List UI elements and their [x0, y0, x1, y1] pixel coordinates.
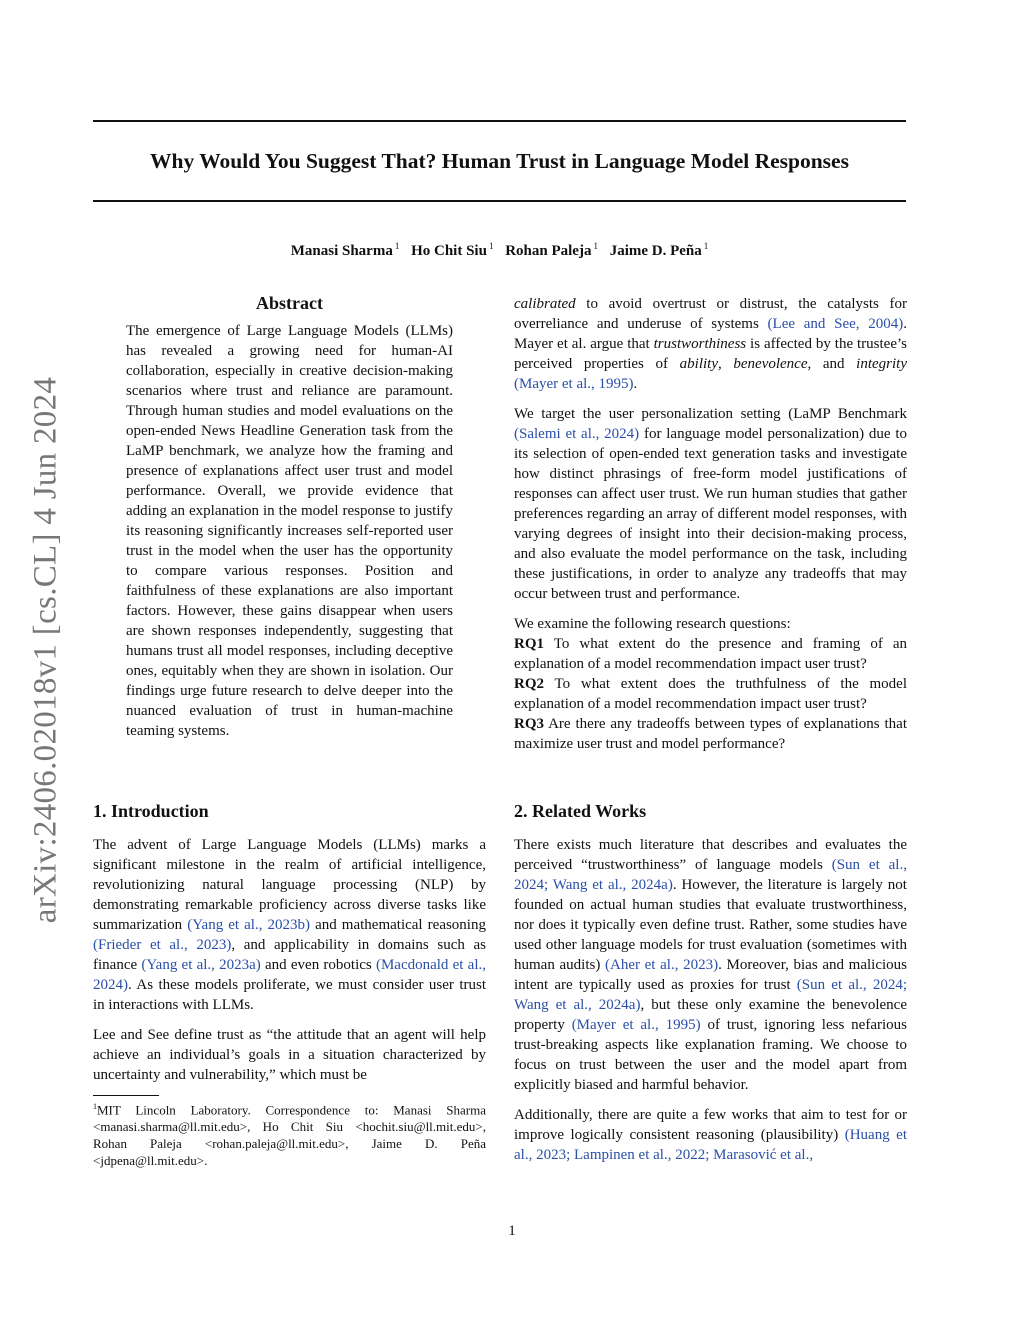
body-paragraph: calibrated to avoid overtrust or distrust, the catalysts for overreliance and underuse of systems (Lee and See, 2004). Mayer et al. argue that trustworthiness is affected by the trustee’s perceived properties of ability, benevolence, and integrity (Mayer et al., 1995).	[514, 296, 907, 392]
citation-link[interactable]: (Yang et al., 2023b)	[187, 917, 311, 933]
arxiv-identifier[interactable]: arXiv:2406.02018v1 [cs.CL] 4 Jun 2024	[27, 376, 64, 924]
intro-paragraph: Lee and See define trust as “the attitude that an agent will help achieve an individual’s goals in a situation characterized by uncertainty and vulnerability,” which must be	[93, 1027, 486, 1083]
arxiv-sidebar	[18, 370, 74, 930]
citation-link[interactable]: (Lee and See, 2004)	[767, 316, 904, 332]
paper-title: Why Would You Suggest That? Human Trust in Language Model Responses	[150, 149, 849, 173]
affiliation-footnote: $^1$MIT Lincoln Laboratory. Correspondence to: Manasi Sharma <manasi.sharma@ll.mit.edu>, Ho Chit Siu <hochit.siu@ll.mit.edu>, Rohan Paleja <rohan.paleja@ll.mit.edu>, Jaime D. Peña <jdpena@ll.mit.edu>.	[93, 1102, 486, 1169]
citation-link[interactable]: (Sun et al., 2024; Wang et al., 2024a)	[514, 857, 907, 893]
abstract-section	[126, 291, 453, 751]
author: Jaime D. Peña $^1$	[609, 241, 709, 259]
title-top-rule	[93, 120, 906, 122]
related-works-heading: 2. Related Works	[514, 801, 647, 821]
citation-link[interactable]: (Yang et al., 2023a)	[141, 957, 261, 973]
citation-link[interactable]: (Mayer et al., 1995)	[514, 376, 634, 392]
author-list	[93, 236, 906, 261]
author: Manasi Sharma $^1$	[290, 241, 400, 259]
research-question: RQ2 To what extent does the truthfulness of the model explanation of a model recommendation impact user trust?	[514, 676, 907, 712]
research-questions-intro: We examine the following research questions:	[514, 616, 791, 632]
citation-link[interactable]: (Macdonald et al., 2024)	[93, 957, 487, 993]
research-question: RQ1 To what extent do the presence and framing of an explanation of a model recommendation impact user trust?	[514, 636, 907, 672]
introduction-heading: 1. Introduction	[93, 801, 209, 821]
author: Ho Chit Siu $^1$	[411, 241, 494, 259]
abstract-heading: Abstract	[256, 293, 323, 313]
citation-link[interactable]: (Aher et al., 2023)	[605, 957, 719, 973]
page-number: 1	[508, 1223, 516, 1239]
introduction-section	[93, 797, 486, 1095]
abstract-text: The emergence of Large Language Models (LLMs) has revealed a growing need for human-AI collaboration, especially in creative decision-making scenarios where trust and reliance are paramount. Through human studies and model evaluations on the open-ended News Headline Generation task from the LaMP benchmark, we analyze how the framing and presence of explanations affect user trust and model performance. Overall, we provide evidence that adding an explanation in the model response to justify its reasoning significantly increases self-reported user trust in the model when the user has the opportunity to compare various responses. Position and faithfulness of these explanations are also important factors. However, these gains disappear when users are shown responses independently, suggesting that humans trust all model responses, including deceptive ones, equitably when they are shown in isolation. Our findings urge future research to delve deeper into the nuanced evaluation of trust in human-machine teaming systems.	[126, 323, 453, 739]
research-question: RQ3 Are there any tradeoffs between types of explanations that maximize user trust and model performance?	[514, 716, 907, 752]
related-works-section	[514, 797, 907, 1175]
body-paragraph: Additionally, there are quite a few works that aim to test for or improve logically consistent reasoning (plausibility) (Huang et al., 2023; Lampinen et al., 2022; Marasović et al.,	[514, 1107, 907, 1163]
body-paragraph: There exists much literature that describes and evaluates the perceived “trustworthiness” of language models (Sun et al., 2024; Wang et al., 2024a). However, the literature is largely not founded on actual human studies that evaluate trustworthiness, nor does it typically even define trust. Rather, some studies have used other language models for trust evaluation (sometimes with human audits) (Aher et al., 2023). Moreover, bias and malicious intent are typically used as proxies for trust (Sun et al., 2024; Wang et al., 2024a), but these only examine the benevolence property (Mayer et al., 1995) of trust, ignoring less nefarious trust-breaking aspects like explanation framing. We choose to focus on trust between the user and the model apart from explicitly biased and harmful behavior.	[514, 837, 908, 1093]
right-column	[514, 294, 907, 754]
citation-link[interactable]: (Huang et al., 2023; Lampinen et al., 2022; Marasović et al.,	[514, 1127, 907, 1163]
intro-paragraph: The advent of Large Language Models (LLMs) marks a significant milestone in the realm of artificial intelligence, revolutionizing natural language processing (NLP) by demonstrating remarkable proficiency across diverse tasks like summarization (Yang et al., 2023b) and mathematical reasoning (Frieder et al., 2023), and applicability in domains such as finance (Yang et al., 2023a) and even robotics (Macdonald et al., 2024). As these models proliferate, we must consider user trust in interactions with LLMs.	[93, 837, 487, 1013]
citation-link[interactable]: (Mayer et al., 1995)	[571, 1017, 701, 1033]
citation-link[interactable]: (Salemi et al., 2024)	[514, 426, 640, 442]
citation-link[interactable]: (Sun et al., 2024; Wang et al., 2024a)	[514, 977, 908, 1013]
author: Rohan Paleja $^1$	[505, 241, 598, 259]
footnote-rule	[93, 1095, 159, 1096]
body-paragraph: We target the user personalization setting (LaMP Benchmark (Salemi et al., 2024) for language model personalization) due to its selection of open-ended text generation tasks and investigate how distinct phrasings of free-form model justifications of responses can affect user trust. We run human studies that gather preferences regarding an array of different model responses, with varying degrees of insight into their decision-making process, and also evaluate the model performance on the task, including these justifications, in order to analyze any tradeoffs that may occur between trust and performance.	[514, 406, 907, 602]
title-bottom-rule	[93, 200, 906, 202]
citation-link[interactable]: (Frieder et al., 2023)	[93, 937, 232, 953]
